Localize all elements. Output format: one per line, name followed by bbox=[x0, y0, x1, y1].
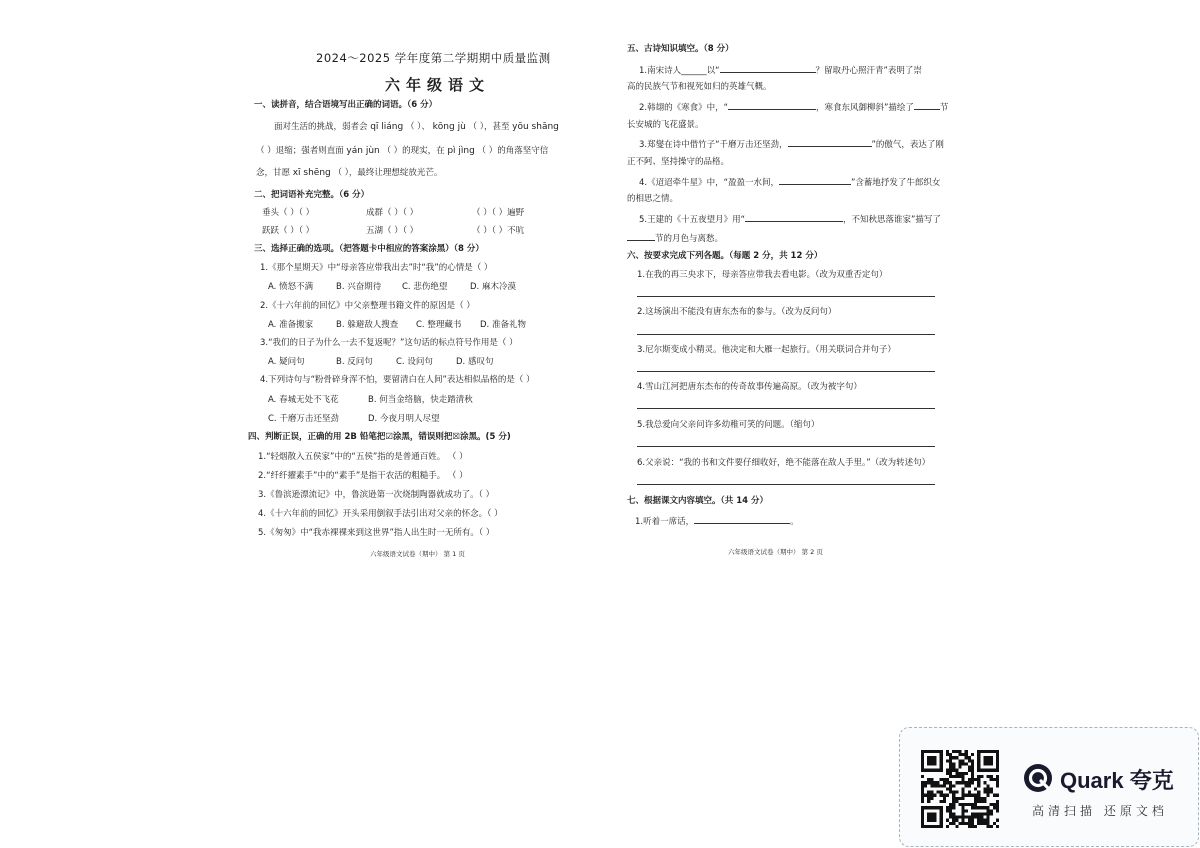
rewrite-question: 3.尼尔斯变成小精灵。他决定和大雁一起旅行。（用关联词合并句子） bbox=[637, 345, 896, 355]
blank bbox=[914, 101, 940, 110]
judgement-item: 1.“轻烟散入五侯家”中的“五侯”指的是普通百姓。 （ ） bbox=[258, 452, 468, 462]
blank bbox=[788, 138, 872, 147]
section-6-title: 六、按要求完成下列各题。（每题 2 分，共 12 分） bbox=[627, 251, 823, 261]
section-1-line-2: （ ）退缩；强者则直面 yán jùn （ ）的现实，在 pì jìng （ ）的角落坚守信 bbox=[256, 146, 549, 156]
brand-slogan: 高清扫描 还原文档 bbox=[1032, 804, 1168, 818]
option: D. 麻木冷漠 bbox=[470, 282, 516, 292]
option: C. 千磨万击还坚劲 bbox=[268, 414, 339, 424]
blank bbox=[779, 176, 851, 185]
blank bbox=[627, 232, 655, 241]
section-2-item: 垂头（ ）（ ） bbox=[262, 208, 315, 218]
section-2-item: （ ）（ ）遍野 bbox=[472, 208, 525, 218]
section-1-title: 一、读拼音，结合语境写出正确的词语。（6 分） bbox=[254, 100, 438, 110]
option: B. 何当金络脑，快走踏清秋 bbox=[368, 395, 473, 405]
section-1-line-3: 念，甘愿 xī shēng （ ），最终让理想绽放光芒。 bbox=[256, 168, 443, 178]
poem-q4-cont: 的相思之情。 bbox=[627, 194, 679, 204]
quark-scan-watermark bbox=[899, 727, 1199, 847]
section-7-title: 七、根据课文内容填空。（共 14 分） bbox=[627, 496, 768, 506]
option: A. 春城无处不飞花 bbox=[268, 395, 339, 405]
poem-q5-cont: 节的月色与离愁。 bbox=[627, 232, 723, 244]
blank bbox=[745, 213, 843, 222]
judgement-item: 5.《匆匆》中“我赤裸裸来到这世界”指人出生时一无所有。（ ） bbox=[258, 528, 495, 538]
poem-q5: 5.王建的《十五夜望月》用“ ，不知秋思落谁家”描写了 bbox=[639, 215, 941, 225]
page-footer: 六年级语文试卷（期中） 第 2 页 bbox=[728, 548, 823, 556]
section-2-title: 二、把词语补充完整。（6 分） bbox=[254, 190, 370, 200]
page-footer: 六年级语文试卷（期中） 第 1 页 bbox=[370, 550, 465, 558]
rewrite-question: 5.我总爱向父亲问许多幼稚可笑的问题。（缩句） bbox=[637, 420, 820, 430]
qr-code-icon bbox=[920, 750, 1000, 828]
option: B. 兴奋期待 bbox=[336, 282, 382, 292]
blank bbox=[694, 515, 790, 524]
option: A. 愤怒不满 bbox=[268, 282, 314, 292]
question-3-2: 2.《十六年前的回忆》中父亲整理书籍文件的原因是（ ） bbox=[260, 301, 475, 311]
poem-q4: 4.《迢迢牵牛星》中，“盈盈一水间， ”含蓄地抒发了牛郎织女 bbox=[639, 178, 941, 188]
question-3-4: 4.下列诗句与“粉骨碎身浑不怕，要留清白在人间”表达相似品格的是（ ） bbox=[260, 375, 535, 385]
section-2-item: 成群（ ）（ ） bbox=[366, 208, 419, 218]
answer-line bbox=[637, 446, 935, 447]
section-3-title: 三、选择正确的选项。（把答题卡中相应的答案涂黑）（8 分） bbox=[254, 244, 484, 254]
quark-logo-icon bbox=[1022, 762, 1054, 794]
poem-q2-cont: 长安城的飞花盛景。 bbox=[627, 120, 704, 130]
option: D. 今夜月明人尽望 bbox=[368, 414, 440, 424]
judgement-item: 4.《十六年前的回忆》开头采用倒叙手法引出对父亲的怀念。（ ） bbox=[258, 509, 503, 519]
rewrite-question: 2.这场演出不能没有唐东杰布的参与。（改为反问句） bbox=[637, 307, 837, 317]
rewrite-question: 1.在我的再三央求下，母亲答应带我去看电影。（改为双重否定句） bbox=[637, 270, 888, 280]
section-2-item: （ ）（ ）不吭 bbox=[472, 226, 525, 236]
poem-q1: 1.南宋诗人______以“ ？留取丹心照汗青”表明了崇 bbox=[639, 66, 922, 76]
section-4-title: 四、判断正误，正确的用 2B 铅笔把☑涂黑，错误则把☒涂黑。(5 分) bbox=[248, 432, 511, 442]
exam-subject: 六年级语文 bbox=[385, 76, 491, 94]
option: B. 躲避敌人搜查 bbox=[336, 320, 399, 330]
section-1-line-1: 面对生活的挑战，弱者会 qī liáng （ ）、 kōng jù （ ），甚至 yōu shāng bbox=[274, 122, 559, 132]
blank bbox=[728, 101, 816, 110]
option: C. 设问句 bbox=[396, 357, 433, 367]
option: A. 疑问句 bbox=[268, 357, 305, 367]
blank bbox=[720, 64, 816, 73]
question-3-1: 1.《那个星期天》中“母亲答应带我出去”时“我”的心情是（ ） bbox=[260, 263, 493, 273]
poem-q3: 3.郑燮在诗中借竹子“千磨万击还坚劲， ”的傲气，表达了刚 bbox=[639, 140, 944, 150]
section-2-item: 五湖（ ）（ ） bbox=[366, 226, 419, 236]
section-5-title: 五、古诗知识填空。（8 分） bbox=[627, 44, 734, 54]
option: D. 感叹句 bbox=[456, 357, 494, 367]
section-2-item: 跃跃（ ）（ ） bbox=[262, 226, 315, 236]
poem-q1-cont: 高的民族气节和视死如归的英雄气概。 bbox=[627, 82, 772, 92]
answer-line bbox=[637, 334, 935, 335]
brand-name: Quark 夸克 bbox=[1060, 768, 1174, 793]
poem-q3-cont: 正不阿、坚持操守的品格。 bbox=[627, 157, 730, 167]
judgement-item: 2.“纤纤擢素手”中的“素手”是指干农活的粗糙手。 （ ） bbox=[258, 471, 468, 481]
option: C. 悲伤绝望 bbox=[402, 282, 448, 292]
option: D. 准备礼物 bbox=[480, 320, 526, 330]
option: C. 整理藏书 bbox=[416, 320, 462, 330]
answer-line bbox=[637, 371, 935, 372]
fill-question: 1.听着一席话， 。 bbox=[635, 517, 799, 527]
answer-line bbox=[637, 408, 935, 409]
judgement-item: 3.《鲁滨逊漂流记》中，鲁滨逊第一次烧制陶器就成功了。（ ） bbox=[258, 490, 495, 500]
answer-line bbox=[637, 484, 935, 485]
question-3-3: 3.“我们的日子为什么一去不复返呢？”这句话的标点符号作用是（ ） bbox=[260, 338, 518, 348]
exam-title: 2024～2025 学年度第二学期期中质量监测 bbox=[316, 51, 551, 65]
answer-line bbox=[637, 296, 935, 297]
rewrite-question: 6.父亲说：“我的书和文件要仔细收好，绝不能落在敌人手里。”（改为转述句） bbox=[637, 458, 931, 468]
option: A. 准备搬家 bbox=[268, 320, 314, 330]
poem-q2: 2.韩翃的《寒食》中，“ ，寒食东风御柳斜”描绘了 节 bbox=[639, 103, 949, 113]
option: B. 反问句 bbox=[336, 357, 373, 367]
rewrite-question: 4.雪山江河把唐东杰布的传奇故事传遍高原。（改为被字句） bbox=[637, 382, 862, 392]
